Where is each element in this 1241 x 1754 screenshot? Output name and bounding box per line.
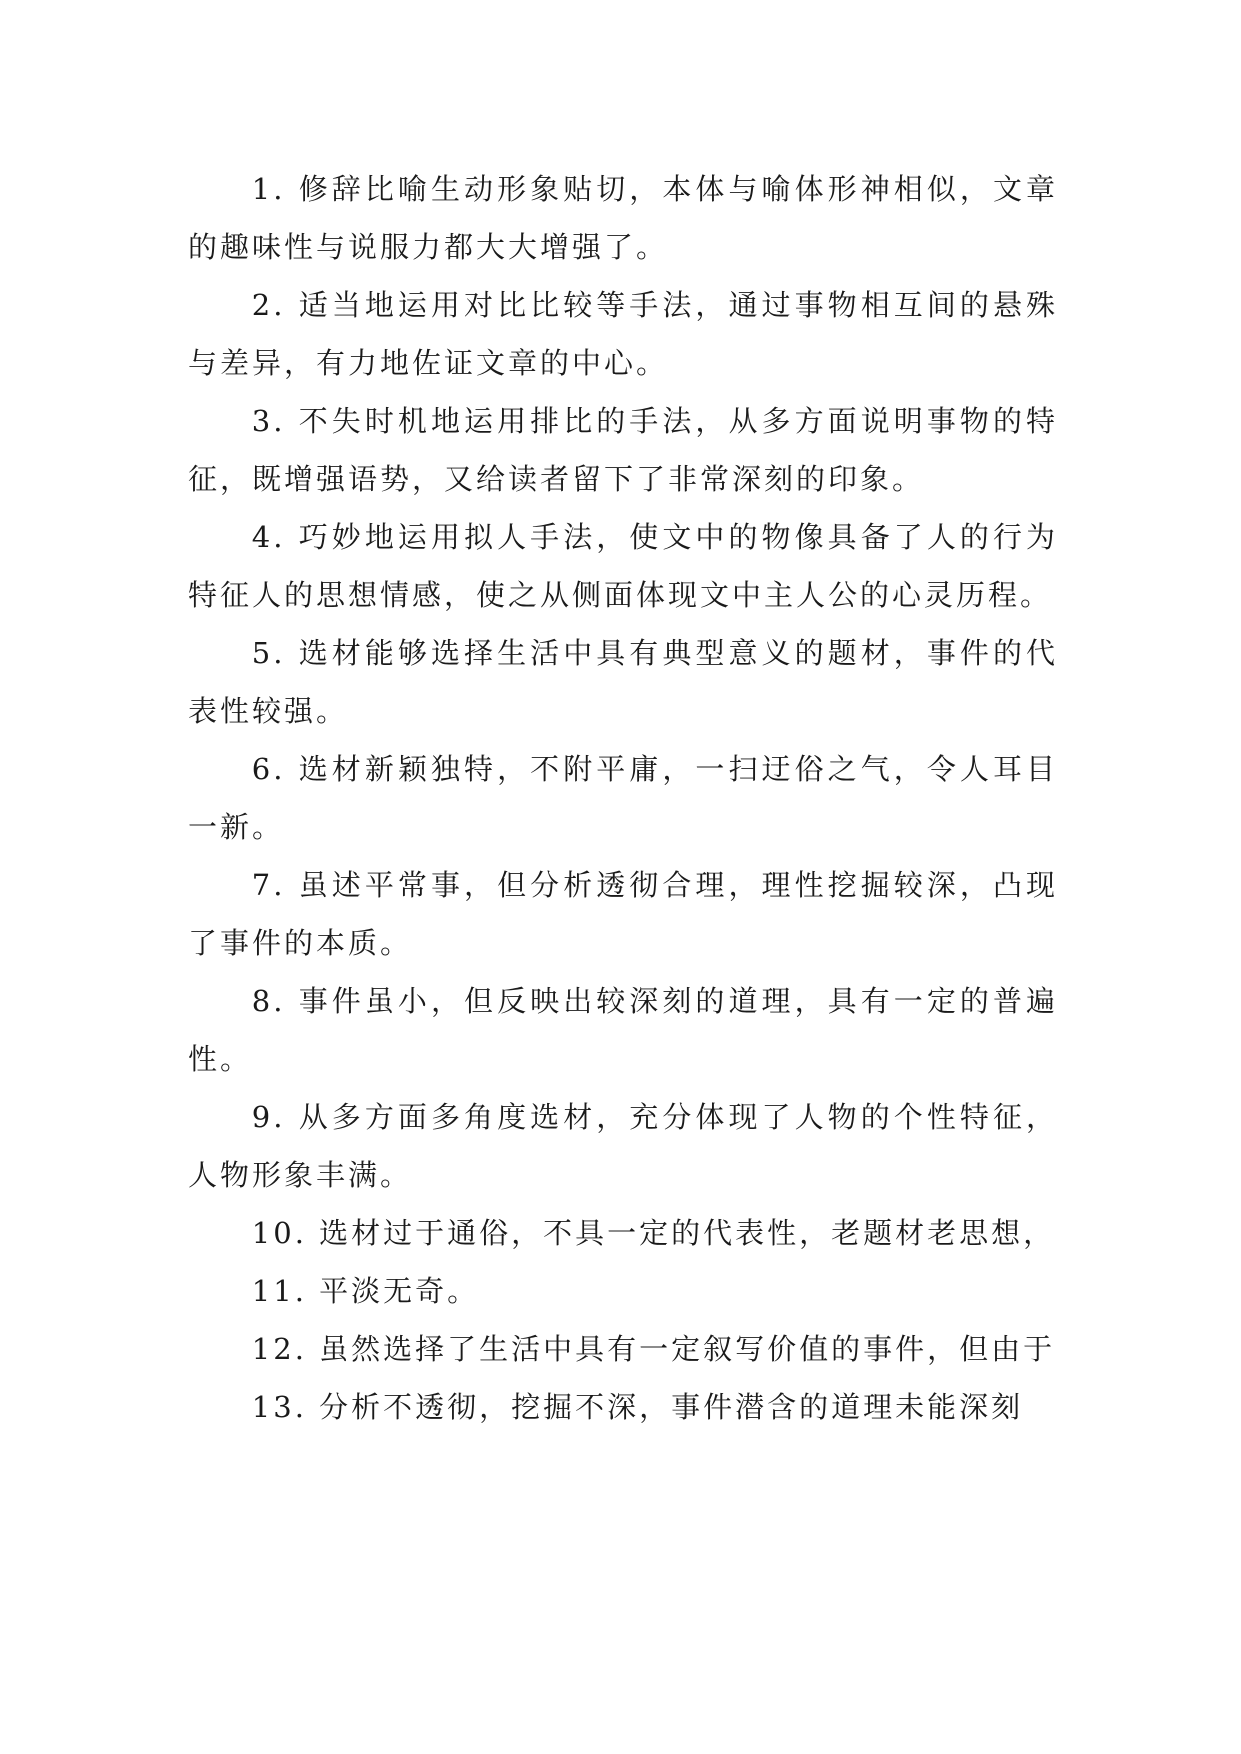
paragraph-12: 12. 虽然选择了生活中具有一定叙写价值的事件，但由于 [251,1332,1056,1366]
paragraph-1: 1. 修辞比喻生动形象贴切，本体与喻体形神相似，文章的趣味性与说服力都大大增强了。 [188,172,1058,264]
paragraph-11: 11. 平淡无奇。 [251,1274,480,1308]
paragraph-4: 4. 巧妙地运用拟人手法，使文中的物像具备了人的行为特征人的思想情感，使之从侧面体现文中主人公的心灵历程。 [188,520,1058,612]
paragraph-6: 6. 选材新颖独特，不附平庸，一扫迂俗之气，令人耳目一新。 [188,752,1058,844]
paragraph-5: 5. 选材能够选择生活中具有典型意义的题材，事件的代表性较强。 [188,636,1058,728]
paragraph-7: 7. 虽述平常事，但分析透彻合理，理性挖掘较深，凸现了事件的本质。 [188,868,1058,960]
paragraph-10: 10. 选材过于通俗，不具一定的代表性，老题材老思想， [251,1216,1056,1250]
paragraph-13: 13. 分析不透彻，挖掘不深，事件潜含的道理未能深刻 [251,1390,1024,1424]
paragraph-9: 9. 从多方面多角度选材，充分体现了人物的个性特征，人物形象丰满。 [188,1100,1058,1192]
paragraph-8: 8. 事件虽小，但反映出较深刻的道理，具有一定的普遍性。 [188,984,1058,1076]
paragraph-2: 2. 适当地运用对比比较等手法，通过事物相互间的悬殊与差异，有力地佐证文章的中心。 [188,288,1058,380]
document-body [188,160,1058,1436]
paragraph-3: 3. 不失时机地运用排比的手法，从多方面说明事物的特征，既增强语势，又给读者留下了非常深刻的印象。 [188,404,1058,496]
